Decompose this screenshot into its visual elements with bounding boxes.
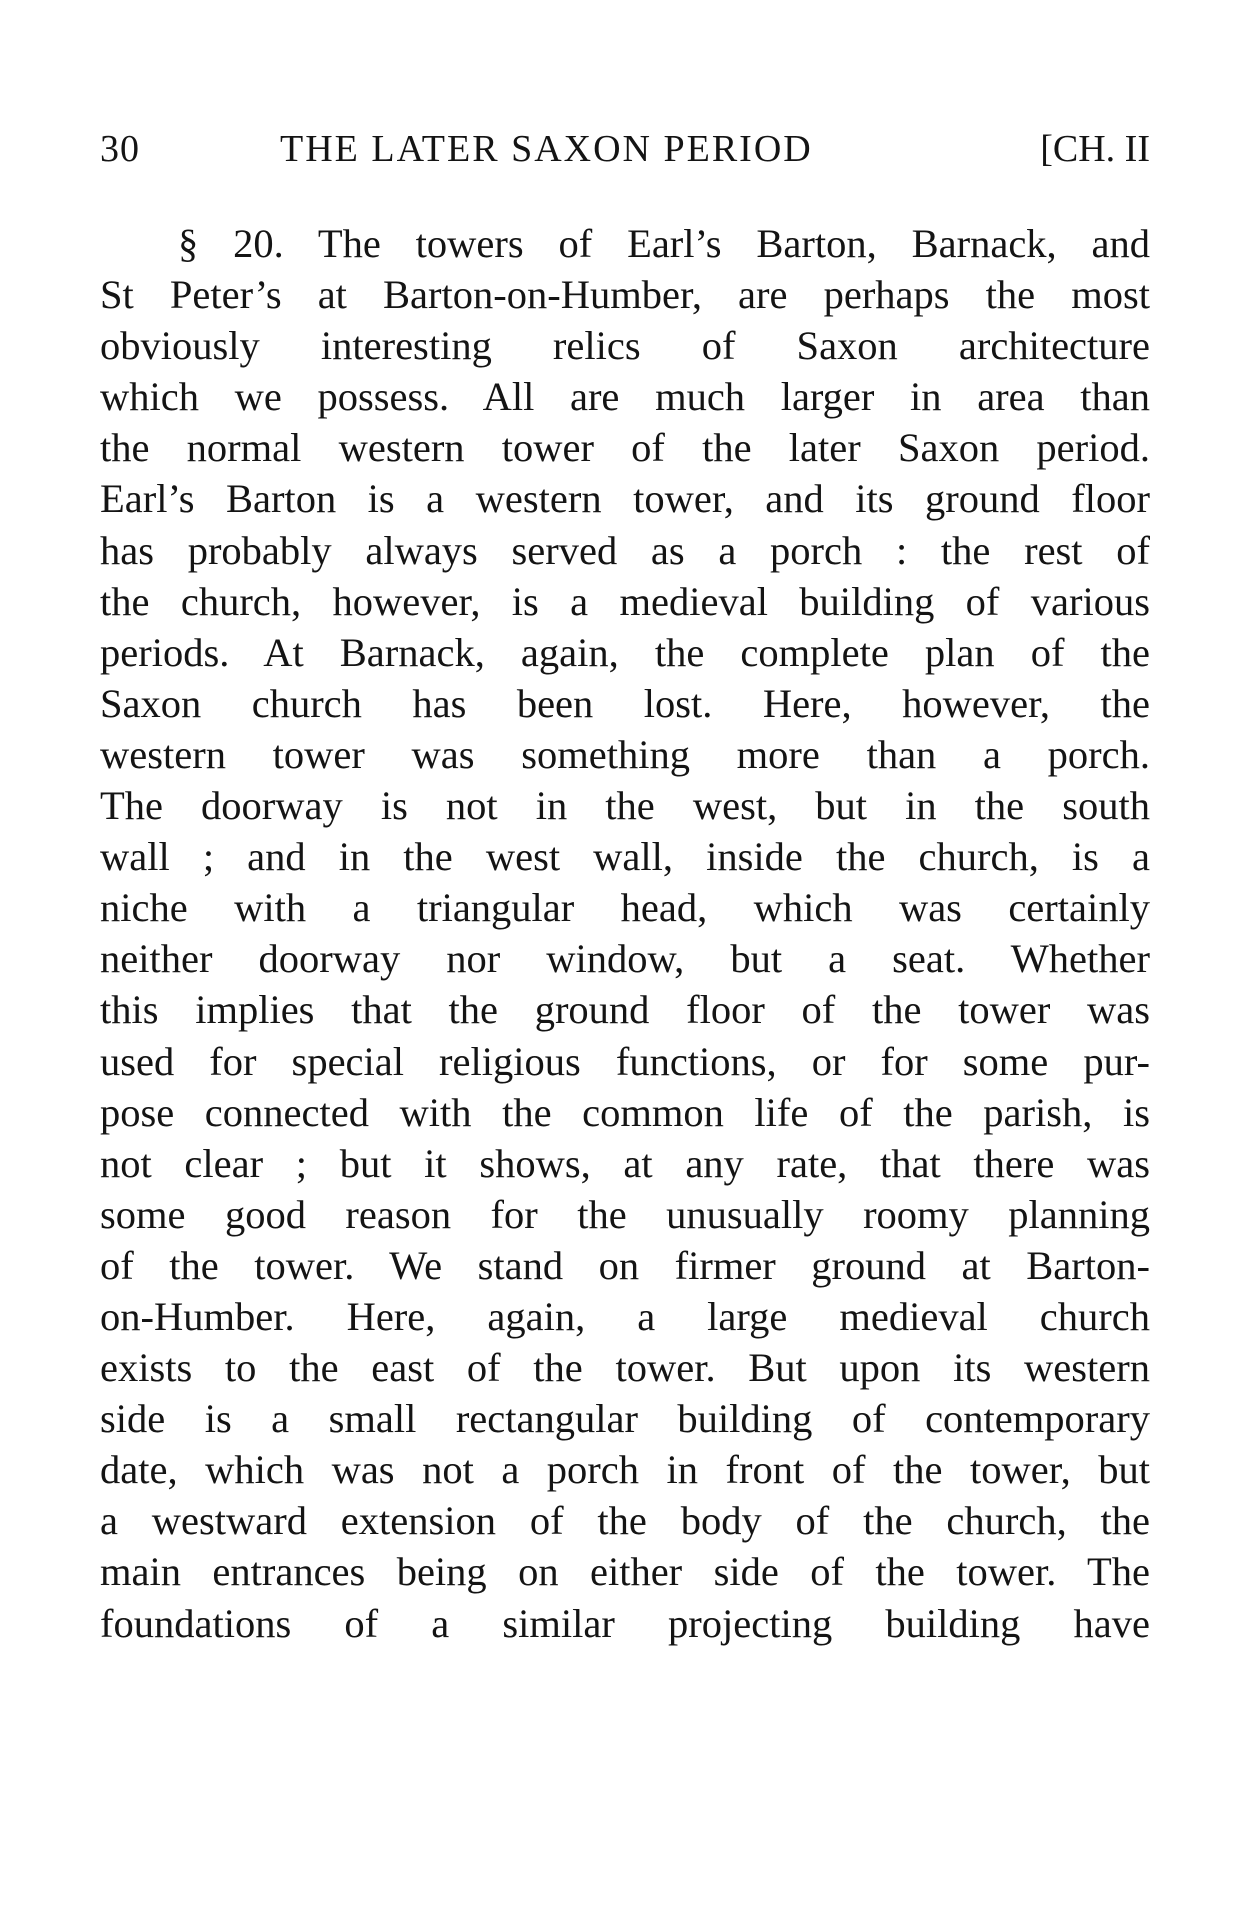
text-line: wall ; and in the west wall, inside the church, is a [100, 834, 1150, 880]
text-line: § 20. The towers of Earl’s Barton, Barnack, and [178, 221, 1150, 266]
page-number: 30 [100, 128, 140, 170]
running-title: THE LATER SAXON PERIOD [280, 128, 813, 170]
text-line: niche with a triangular head, which was certainly [100, 885, 1150, 931]
text-line: date, which was not a porch in front of the tower, but [100, 1447, 1150, 1493]
text-line: St Peter’s at Barton-on-Humber, are perhaps the most [100, 272, 1150, 318]
text-line: the normal western tower of the later Saxon period. [100, 425, 1150, 471]
text-line: side is a small rectangular building of contemporary [100, 1396, 1150, 1442]
text-line: on-Humber. Here, again, a large medieval church [100, 1293, 1150, 1339]
text-line: of the tower. We stand on firmer ground at Barton- [100, 1242, 1150, 1288]
text-line: obviously interesting relics of Saxon architecture [100, 323, 1150, 369]
text-line: Saxon church has been lost. Here, however, the [100, 680, 1150, 726]
text-line: pose connected with the common life of the parish, is [100, 1089, 1150, 1135]
running-head [100, 127, 1150, 171]
text-line: foundations of a similar projecting building have [100, 1600, 1150, 1646]
body-paragraph [100, 218, 1150, 1649]
text-line: neither doorway nor window, but a seat. Whether [100, 936, 1150, 982]
text-line: this implies that the ground floor of the tower was [100, 987, 1150, 1033]
text-line: used for special religious functions, or for some pur- [100, 1038, 1150, 1084]
text-line: The doorway is not in the west, but in the south [100, 783, 1150, 829]
text-line: which we possess. All are much larger in area than [100, 374, 1150, 420]
text-line: western tower was something more than a porch. [100, 731, 1150, 777]
text-line: not clear ; but it shows, at any rate, that there was [100, 1140, 1150, 1186]
text-line: Earl’s Barton is a western tower, and its ground floor [100, 476, 1150, 522]
text-line: some good reason for the unusually roomy planning [100, 1191, 1150, 1237]
text-line: exists to the east of the tower. But upon its western [100, 1345, 1150, 1391]
text-line: a westward extension of the body of the church, the [100, 1498, 1150, 1544]
text-line: the church, however, is a medieval building of various [100, 578, 1150, 624]
text-line: periods. At Barnack, again, the complete plan of the [100, 629, 1150, 675]
text-line: has probably always served as a porch : the rest of [100, 527, 1150, 573]
text-line: main entrances being on either side of the tower. The [100, 1549, 1150, 1595]
chapter-reference: [CH. II [1040, 128, 1150, 170]
